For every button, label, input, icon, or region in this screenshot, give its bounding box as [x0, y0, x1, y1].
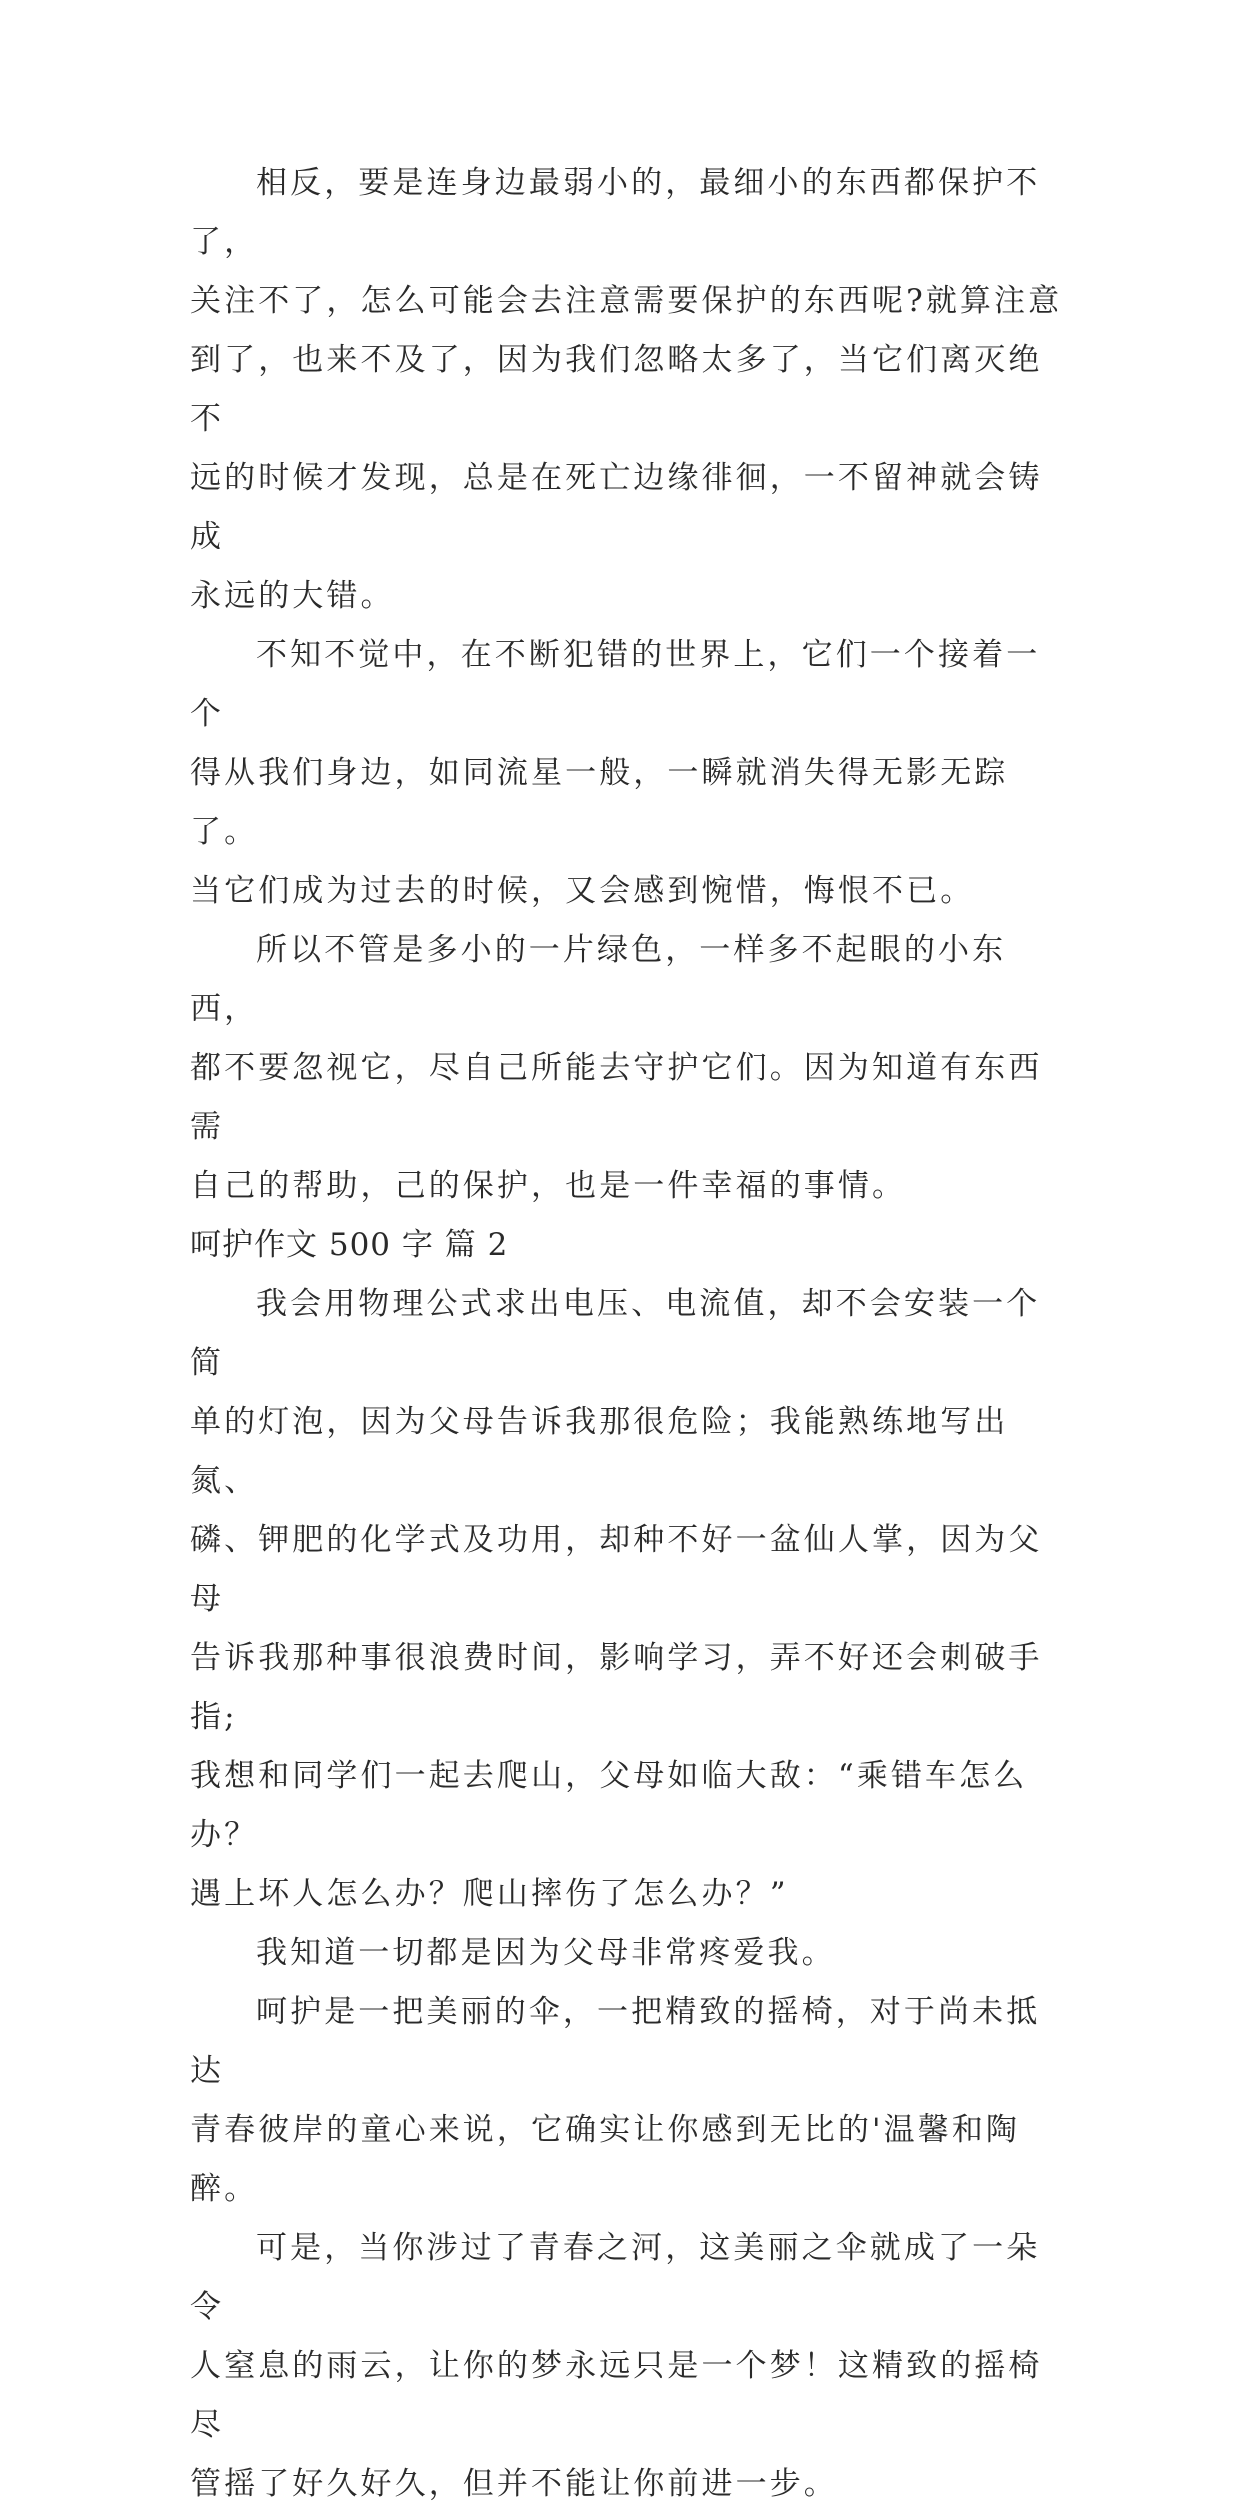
document-body — [190, 154, 1065, 2514]
paragraph-4: 我会用物理公式求出电压、电流值，却不会安装一个简 单的灯泡，因为父母告诉我那很危险；我能熟练地写出氮、 磷、钾肥的化学式及功用，却种不好一盆仙人掌，因为父母 告诉我那种事很浪费时间，影响学习，弄不好还会刺破手指; 我想和同学们一起去爬山，父母如临大敌：“乘错车怎么办？ 遇上坏人怎么办？爬山摔伤了怎么办？” — [190, 1286, 1043, 1912]
paragraph-3: 所以不管是多小的一片绿色，一样多不起眼的小东西， 都不要忽视它，尽自己所能去守护它们。因为知道有东西需 自己的帮助，己的保护，也是一件幸福的事情。 — [190, 932, 1043, 1204]
paragraph-5: 我知道一切都是因为父母非常疼爱我。 — [256, 1935, 836, 1971]
paragraph-6: 呵护是一把美丽的伞，一把精致的摇椅，对于尚未抵达 青春彼岸的童心来说，它确实让你感到无比的'温馨和陶醉。 — [190, 1994, 1041, 2207]
paragraph-2: 不知不觉中，在不断犯错的世界上，它们一个接着一个 得从我们身边，如同流星一般，一瞬就消失得无影无踪了。 当它们成为过去的时候，又会感到惋惜，悔恨不已。 — [190, 637, 1041, 909]
section-heading: 呵护作文 500 字 篇 2 — [190, 1227, 509, 1263]
paragraph-7: 可是，当你涉过了青春之河，这美丽之伞就成了一朵令 人窒息的雨云，让你的梦永远只是一个梦！这精致的摇椅尽 管摇了好久好久，但并不能让你前进一步。 — [190, 2230, 1043, 2502]
paragraph-1: 相反，要是连身边最弱小的，最细小的东西都保护不了， 关注不了，怎么可能会去注意需要保护的东西呢?就算注意 到了，也来不及了，因为我们忽略太多了，当它们离灭绝不 远的时候才发现，总是在死亡边缘徘徊，一不留神就会铸成 永远的大错。 — [190, 165, 1063, 614]
